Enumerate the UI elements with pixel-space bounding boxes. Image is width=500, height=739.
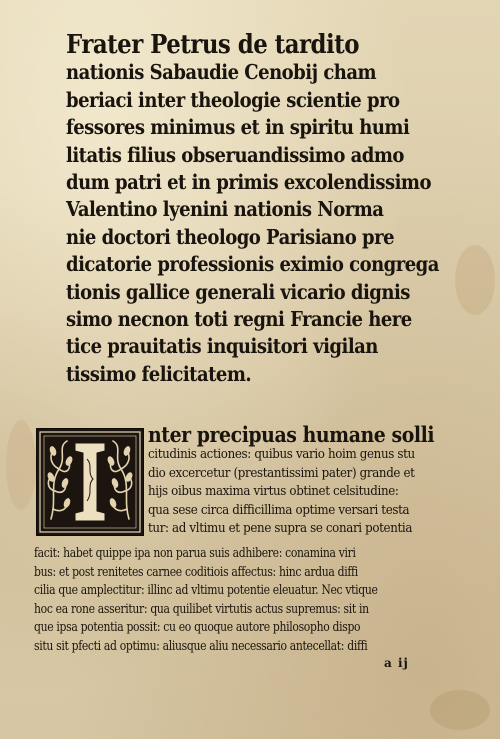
heading-line: nationis Sabaudie Cenobij cham [66,60,377,85]
body-line: que ipsa potentia possit: cu eo quoque autore philosopho dispo [34,620,361,636]
body-line: facit: habet quippe ipa non parua suis adhibere: conamina viri [34,546,356,561]
body-text-beside-initial [148,422,435,539]
body-line-lead: nter precipuas humane solli [148,422,435,447]
body-line: hijs oibus maxima virtus obtinet celsitudine: [148,484,399,500]
foliate-initial-i-icon [37,429,143,535]
body-text-full-width [34,545,378,657]
heading-line: dicatorie professionis eximio congrega [66,252,439,277]
heading-line: tice prauitatis inquisitori vigilan [66,334,378,359]
paper-stain [455,245,495,315]
heading-line: fessores minimus et in spiritu humi [66,115,410,140]
body-line: qua sese circa difficillima optime versari testa [148,502,410,518]
body-line: tur: ad vltimu et pene supra se conari potentia [148,521,413,537]
body-line: cilia que amplectitur: illinc ad vltimu potentie eleuatur. Nec vtique [34,583,378,599]
decorated-initial-icon [36,428,144,536]
body-line: citudinis actiones: quibus vario hoim genus stu [148,447,415,462]
paper-stain [430,690,490,730]
body-line: dio excercetur (prestantissimi pater) grande et [148,465,415,481]
body-line: bus: et post renitetes carnee coditiois affectus: hinc ardua diffi [34,564,358,580]
heading-line: simo necnon toti regni Francie here [66,306,412,331]
heading-line: Frater Petrus de tardito [66,30,359,60]
heading-line: Valentino lyenini nationis Norma [66,197,384,222]
heading-line: nie doctori theologo Parisiano pre [66,224,395,249]
heading-line: tionis gallice generali vicario dignis [66,279,410,304]
heading-line: litatis filius obseruandissimo admo [66,142,404,167]
body-line: hoc ea rone asseritur: qua quilibet virtutis actus supremus: sit in [34,601,369,617]
signature-mark: a ij [384,656,409,670]
heading-line: tissimo felicitatem. [66,361,252,386]
dedication-heading [66,30,439,388]
heading-line: beriaci inter theologie scientie pro [66,87,400,112]
heading-line: dum patri et in primis excolendissimo [66,169,431,194]
body-line: situ sit pfecti ad optimu: aliusque aliu necessario antecellat: diffi [34,638,368,654]
paper-stain [6,420,36,510]
